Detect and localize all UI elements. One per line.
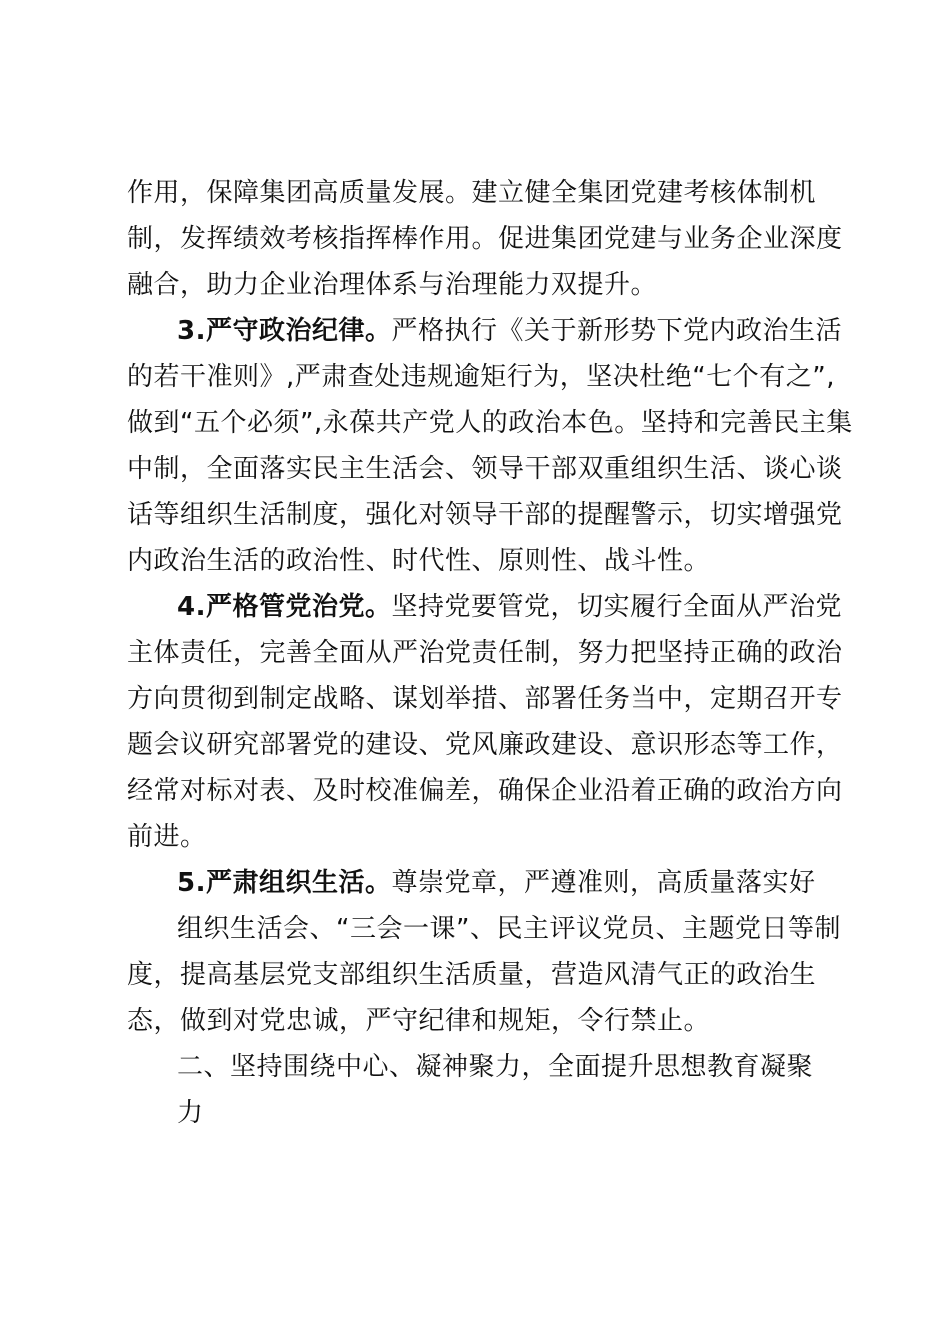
paragraph-line: 主体责任，完善全面从严治党责任制，努力把坚持正确的政治 [127, 638, 843, 668]
paragraph-line: 作用，保障集团高质量发展。建立健全集团党建考核体制机 [127, 178, 817, 208]
paragraph-line: 前进。 [127, 822, 207, 852]
part-two-heading: 二、坚持围绕中心、凝神聚力，全面提升思想教育凝聚 [177, 1052, 814, 1082]
section-5-heading: 5.严肃组织生活。 [177, 868, 392, 898]
paragraph-line: 态，做到对党忠诚，严守纪律和规矩，令行禁止。 [127, 1006, 711, 1036]
paragraph-line: 融合，助力企业治理体系与治理能力双提升。 [127, 270, 658, 300]
section-3-first-line [177, 316, 842, 346]
paragraph-line: 题会议研究部署党的建设、党风廉政建设、意识形态等工作， [127, 730, 843, 760]
paragraph-line: 制，发挥绩效考核指挥棒作用。促进集团党建与业务企业深度 [127, 224, 843, 254]
section-3-heading: 3.严守政治纪律。 [177, 316, 392, 346]
paragraph-line: 的若干准则》,严肃查处违规逾矩行为，坚决杜绝“七个有之”, [127, 362, 835, 392]
section-5-first-line [177, 868, 815, 898]
paragraph-line: 中制，全面落实民主生活会、领导干部双重组织生活、谈心谈 [127, 454, 843, 484]
paragraph-line: 话等组织生活制度，强化对领导干部的提醒警示，切实增强党 [127, 500, 843, 530]
paragraph-line: 度，提高基层党支部组织生活质量，营造风清气正的政治生 [127, 960, 817, 990]
section-5-text: 尊崇党章，严遵准则，高质量落实好 [391, 868, 816, 898]
paragraph-line: 做到“五个必须”,永葆共产党人的政治本色。坚持和完善民主集 [127, 408, 853, 438]
section-4-first-line [177, 592, 842, 622]
part-two-heading-continuation: 力 [177, 1098, 204, 1128]
section-4-heading: 4.严格管党治党。 [177, 592, 392, 622]
paragraph-line: 方向贯彻到制定战略、谋划举措、部署任务当中，定期召开专 [127, 684, 843, 714]
section-3-text: 严格执行《关于新形势下党内政治生活 [391, 316, 842, 346]
paragraph-line: 组织生活会、“三会一课”、民主评议党员、主题党日等制 [177, 914, 841, 944]
paragraph-line: 经常对标对表、及时校准偏差，确保企业沿着正确的政治方向 [127, 776, 843, 806]
section-4-text: 坚持党要管党，切实履行全面从严治党 [391, 592, 842, 622]
paragraph-line: 内政治生活的政治性、时代性、原则性、战斗性。 [127, 546, 711, 576]
